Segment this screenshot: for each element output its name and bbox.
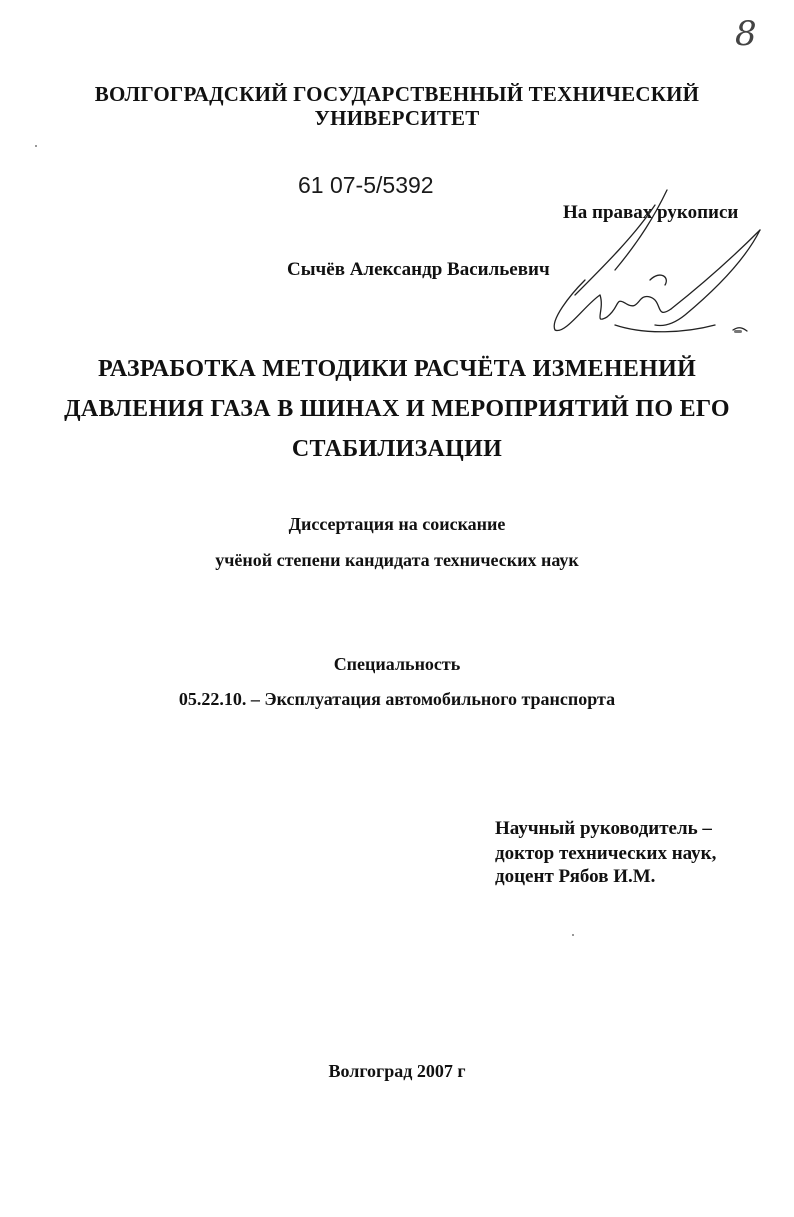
stamp-number: 61 07-5/5392 — [298, 172, 434, 198]
specialty-value: 05.22.10. – Эксплуатация автомобильного транспорта — [178, 689, 616, 709]
degree-line-1: Диссертация на соискание — [288, 514, 506, 534]
title-line-1: РАЗРАБОТКА МЕТОДИКИ РАСЧЁТА ИЗМЕНЕНИЙ — [97, 356, 697, 382]
advisor-line-3: доцент Рябов И.М. — [495, 866, 656, 887]
advisor-line-2: доктор технических наук, — [495, 843, 717, 864]
city-year: Волгоград 2007 г — [328, 1061, 466, 1081]
author-name: Сычёв Александр Васильевич — [287, 259, 550, 280]
degree-line-2: учёной степени кандидата технических наук — [215, 550, 579, 570]
handwritten-page-number: 8 — [735, 14, 757, 54]
manuscript-rights-note: На правах рукописи — [563, 202, 739, 223]
university-name-line2: УНИВЕРСИТЕТ — [314, 106, 480, 130]
scan-speck — [572, 934, 574, 936]
title-line-3: СТАБИЛИЗАЦИИ — [291, 436, 503, 462]
scan-speck — [734, 330, 742, 333]
signature-image — [545, 185, 770, 345]
specialty-label: Специальность — [333, 654, 461, 674]
title-line-2: ДАВЛЕНИЯ ГАЗА В ШИНАХ И МЕРОПРИЯТИЙ ПО ЕГО — [64, 396, 730, 422]
university-name-line1: ВОЛГОГРАДСКИЙ ГОСУДАРСТВЕННЫЙ ТЕХНИЧЕСКИЙ — [94, 82, 700, 106]
advisor-line-1: Научный руководитель – — [495, 818, 712, 839]
scan-speck — [35, 145, 37, 147]
